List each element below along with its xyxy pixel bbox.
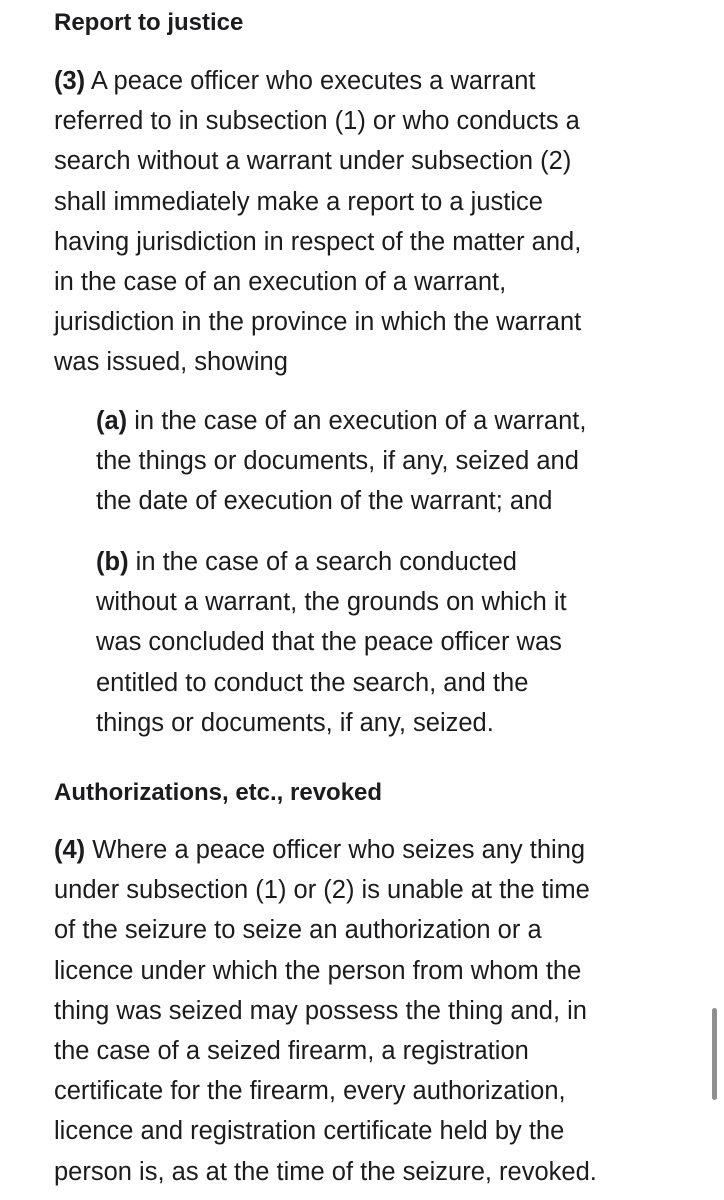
subparagraph-label: (b) [96,548,129,576]
subparagraph-line: the date of execution of the warrant; and [96,487,553,516]
paragraph-line: licence and registration certificate held by the [54,1117,565,1146]
paragraph-line: under subsection (1) or (2) is unable at the time [54,876,590,905]
paragraph-number: (3) [54,67,86,95]
subparagraph-b [96,542,666,743]
subparagraph-line [96,542,666,582]
paragraph-line [54,61,654,101]
subparagraph-label: (a) [96,407,128,435]
paragraph-line: was issued, showing [54,348,288,377]
paragraph-text: Where a peace officer who seizes any thing [85,836,586,864]
subparagraph-line: things or documents, if any, seized. [96,708,494,737]
paragraph-line: licence under which the person from whom the [54,956,582,985]
subparagraph-line [96,401,666,441]
paragraph-line: in the case of an execution of a warrant, [54,268,507,297]
subparagraph-line: without a warrant, the grounds on which it [96,588,567,617]
paragraph-line: shall immediately make a report to a justice [54,187,543,216]
section-heading-authorizations-revoked: Authorizations, etc., revoked [54,779,383,806]
paragraph-line: search without a warrant under subsection (2) [54,147,572,176]
paragraph-line: certificate for the firearm, every authorization, [54,1077,566,1106]
paragraph-line: person is, as at the time of the seizure, revoked. [54,1157,597,1186]
paragraph-line: referred to in subsection (1) or who conducts a [54,107,580,136]
paragraph-text: A peace officer who executes a warrant [85,67,536,95]
subparagraph-text: in the case of a search conducted [128,548,517,576]
section-heading-report-to-justice: Report to justice [54,9,244,36]
paragraph-3 [54,61,654,383]
paragraph-line: thing was seized may possess the thing and, in [54,996,587,1025]
subparagraph-a [96,401,666,522]
vertical-scrollbar[interactable] [712,1008,717,1100]
paragraph-line [54,830,654,870]
subparagraph-line: the things or documents, if any, seized and [96,447,579,476]
subparagraph-line: entitled to conduct the search, and the [96,668,529,697]
subparagraph-text: in the case of an execution of a warrant, [127,407,587,435]
paragraph-4 [54,830,654,1192]
subparagraph-line: was concluded that the peace officer was [96,628,562,657]
paragraph-line: of the seizure to seize an authorization or a [54,916,542,945]
paragraph-line: the case of a seized firearm, a registration [54,1037,529,1066]
paragraph-line: having jurisdiction in respect of the matter and, [54,227,582,256]
paragraph-line: jurisdiction in the province in which the warrant [54,308,582,337]
paragraph-number: (4) [54,836,86,864]
